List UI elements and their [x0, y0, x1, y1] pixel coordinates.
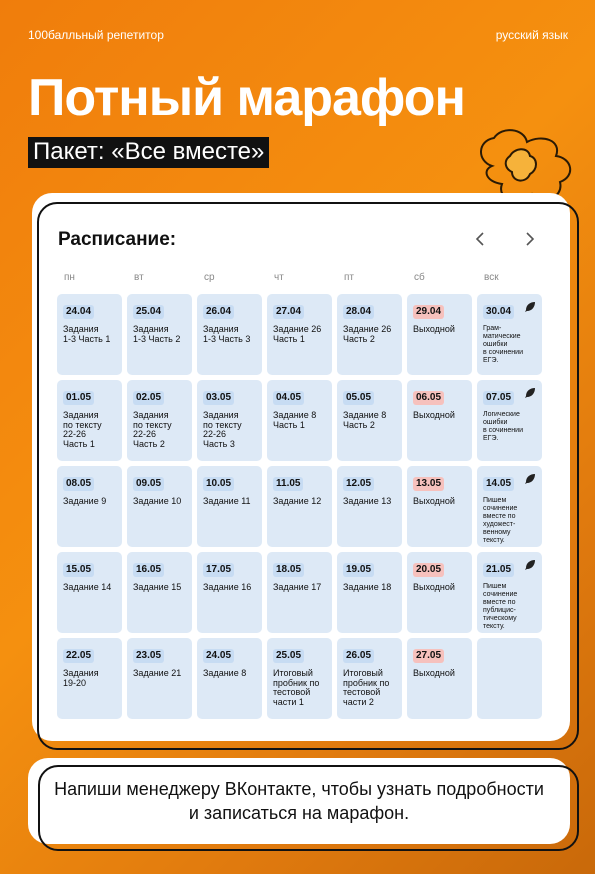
- weekday-label: пн: [64, 272, 75, 283]
- day-task: Задания 19-20: [63, 668, 99, 688]
- day-task: Задание 26 Часть 1: [273, 324, 322, 344]
- date-badge: 29.04: [413, 305, 444, 319]
- date-badge: 28.04: [343, 305, 374, 319]
- schedule-title: Расписание:: [58, 229, 177, 250]
- day-task: Пишем сочинение вместе по публицис- тическому тексту.: [483, 583, 518, 630]
- date-badge: 03.05: [203, 391, 234, 405]
- date-badge: 08.05: [63, 477, 94, 491]
- date-badge: 11.05: [273, 477, 303, 491]
- cta-box: [28, 758, 570, 844]
- day-cell[interactable]: [337, 638, 402, 719]
- day-task: Задание 14: [63, 582, 112, 592]
- day-task: Задание 8 Часть 1: [273, 410, 317, 430]
- quill-icon: [524, 301, 536, 313]
- date-badge: 27.05: [413, 649, 444, 663]
- prev-week-button[interactable]: [470, 229, 490, 251]
- day-cell[interactable]: [267, 380, 332, 461]
- date-badge: 25.05: [273, 649, 304, 663]
- date-badge: 24.05: [203, 649, 234, 663]
- day-task: Задание 11: [203, 496, 251, 506]
- day-cell[interactable]: [337, 466, 402, 547]
- date-badge: 05.05: [343, 391, 374, 405]
- date-badge: 19.05: [343, 563, 374, 577]
- day-cell[interactable]: [477, 466, 542, 547]
- day-task: Выходной: [413, 496, 455, 506]
- day-cell[interactable]: [127, 380, 192, 461]
- weekday-header: [57, 272, 542, 283]
- day-cell[interactable]: [337, 552, 402, 633]
- date-badge: 18.05: [273, 563, 304, 577]
- day-task: Задание 13: [343, 496, 392, 506]
- weekday-label: ср: [204, 272, 215, 283]
- weekday-label: сб: [414, 272, 425, 283]
- date-badge: 20.05: [413, 563, 444, 577]
- date-badge: 21.05: [483, 563, 514, 577]
- day-cell[interactable]: [57, 552, 122, 633]
- date-badge: 01.05: [63, 391, 94, 405]
- day-cell[interactable]: [127, 552, 192, 633]
- empty-day-cell: [477, 638, 542, 719]
- date-badge: 07.05: [483, 391, 514, 405]
- day-cell[interactable]: [127, 294, 192, 375]
- day-task: Задание 17: [273, 582, 322, 592]
- quill-icon: [524, 559, 536, 571]
- date-badge: 12.05: [343, 477, 374, 491]
- day-task: Задания 1-3 Часть 3: [203, 324, 251, 344]
- day-task: Задание 21: [133, 668, 182, 678]
- day-task: Задание 26 Часть 2: [343, 324, 392, 344]
- quill-icon: [524, 473, 536, 485]
- day-cell[interactable]: [197, 294, 262, 375]
- date-badge: 17.05: [203, 563, 234, 577]
- page-title: Потный марафон: [28, 69, 465, 127]
- date-badge: 24.04: [63, 305, 94, 319]
- chevron-left-icon: [475, 232, 485, 246]
- date-badge: 06.05: [413, 391, 444, 405]
- day-task: Задания по тексту 22-26 Часть 2: [133, 410, 172, 449]
- day-cell[interactable]: [57, 638, 122, 719]
- day-cell[interactable]: [477, 294, 542, 375]
- day-task: Задание 15: [133, 582, 182, 592]
- day-task: Выходной: [413, 410, 455, 420]
- date-badge: 15.05: [63, 563, 94, 577]
- day-cell[interactable]: [337, 380, 402, 461]
- day-cell[interactable]: [477, 380, 542, 461]
- day-task: Грам- матические ошибки в сочинении ЕГЭ.: [483, 325, 523, 364]
- next-week-button[interactable]: [520, 229, 540, 251]
- date-badge: 13.05: [413, 477, 444, 491]
- day-cell[interactable]: [407, 638, 472, 719]
- day-cell[interactable]: [57, 294, 122, 375]
- day-cell[interactable]: [267, 294, 332, 375]
- day-task: Итоговый пробник по тестовой части 1: [273, 668, 320, 707]
- date-badge: 27.04: [273, 305, 304, 319]
- quill-icon: [524, 387, 536, 399]
- day-cell[interactable]: [267, 466, 332, 547]
- day-cell[interactable]: [127, 638, 192, 719]
- day-cell[interactable]: [197, 552, 262, 633]
- day-task: Задание 8: [203, 668, 247, 678]
- date-badge: 26.05: [343, 649, 374, 663]
- day-task: Выходной: [413, 668, 455, 678]
- date-badge: 16.05: [133, 563, 164, 577]
- day-cell[interactable]: [57, 380, 122, 461]
- cta-text: Напиши менеджеру ВКонтакте, чтобы узнать подробности и записаться на марафон.: [54, 779, 544, 823]
- day-task: Выходной: [413, 324, 455, 334]
- date-badge: 09.05: [133, 477, 164, 491]
- day-task: Выходной: [413, 582, 455, 592]
- day-cell[interactable]: [197, 380, 262, 461]
- day-task: Пишем сочинение вместе по художест- венному тексту.: [483, 497, 518, 544]
- weekday-label: пт: [344, 272, 354, 283]
- weekday-label: вт: [134, 272, 144, 283]
- day-cell[interactable]: [407, 466, 472, 547]
- day-task: Задание 9: [63, 496, 107, 506]
- day-cell[interactable]: [407, 552, 472, 633]
- weekday-label: вск: [484, 272, 499, 283]
- day-task: Задание 16: [203, 582, 252, 592]
- day-cell[interactable]: [337, 294, 402, 375]
- chevron-right-icon: [525, 232, 535, 246]
- date-badge: 26.04: [203, 305, 234, 319]
- day-cell[interactable]: [197, 638, 262, 719]
- day-task: Задания по тексту 22-26 Часть 3: [203, 410, 242, 449]
- subject-label: русский язык: [495, 28, 568, 42]
- day-task: Задание 12: [273, 496, 322, 506]
- day-task: Логические ошибки в сочинении ЕГЭ.: [483, 411, 523, 442]
- date-badge: 10.05: [203, 477, 234, 491]
- day-cell[interactable]: [57, 466, 122, 547]
- day-task: Задания по тексту 22-26 Часть 1: [63, 410, 102, 449]
- date-badge: 25.04: [133, 305, 164, 319]
- date-badge: 02.05: [133, 391, 164, 405]
- date-badge: 22.05: [63, 649, 94, 663]
- schedule-grid: [57, 294, 542, 719]
- day-task: Задание 8 Часть 2: [343, 410, 387, 430]
- day-cell[interactable]: [267, 638, 332, 719]
- day-task: Задание 10: [133, 496, 182, 506]
- day-cell[interactable]: [127, 466, 192, 547]
- day-task: Итоговый пробник по тестовой части 2: [343, 668, 390, 707]
- day-task: Задание 18: [343, 582, 392, 592]
- day-cell[interactable]: [477, 552, 542, 633]
- date-badge: 14.05: [483, 477, 514, 491]
- day-cell[interactable]: [267, 552, 332, 633]
- brand-label: 100балльный репетитор: [28, 28, 164, 42]
- day-cell[interactable]: [407, 380, 472, 461]
- date-badge: 23.05: [133, 649, 164, 663]
- day-cell[interactable]: [197, 466, 262, 547]
- weekday-label: чт: [274, 272, 284, 283]
- date-badge: 04.05: [273, 391, 304, 405]
- day-task: Задания 1-3 Часть 2: [133, 324, 181, 344]
- day-cell[interactable]: [407, 294, 472, 375]
- day-task: Задания 1-3 Часть 1: [63, 324, 111, 344]
- date-badge: 30.04: [483, 305, 514, 319]
- package-label: Пакет: «Все вместе»: [28, 137, 269, 168]
- top-bar: [28, 28, 568, 42]
